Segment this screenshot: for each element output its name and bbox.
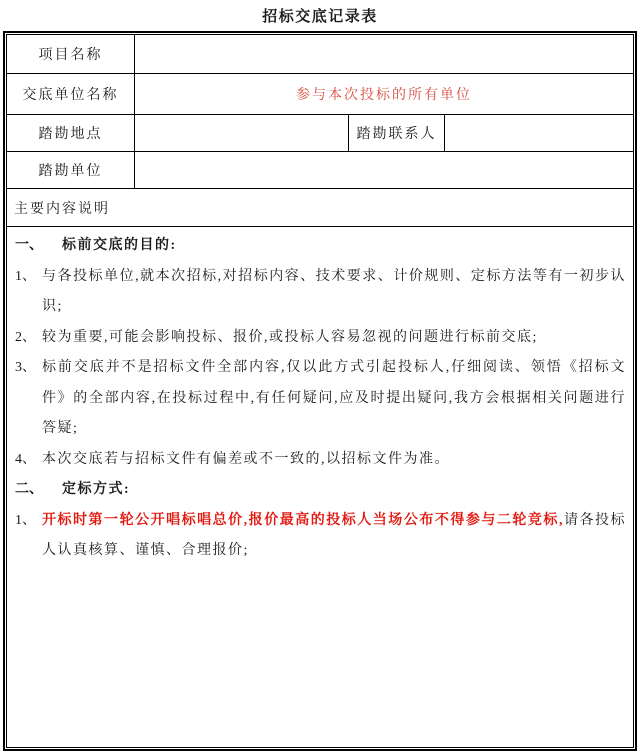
section-number: 二、 bbox=[15, 482, 43, 497]
list-item bbox=[15, 323, 626, 354]
list-item bbox=[15, 262, 626, 323]
project-name-value bbox=[135, 35, 633, 73]
list-item bbox=[15, 445, 626, 476]
survey-unit-value bbox=[135, 152, 633, 188]
survey-site-label: 踏勘地点 bbox=[7, 115, 135, 151]
item-number: 1、 bbox=[15, 268, 36, 284]
disclosure-unit-label: 交底单位名称 bbox=[7, 74, 135, 114]
item-text-normal: 请各投标人认真核算、谨慎、合理报价; bbox=[42, 512, 627, 558]
list-item bbox=[15, 353, 626, 445]
table-row-project-name bbox=[7, 35, 633, 74]
disclosure-unit-value: 参与本次投标的所有单位 bbox=[296, 88, 472, 103]
table-row-disclosure-unit bbox=[7, 74, 633, 115]
item-text: 标前交底并不是招标文件全部内容,仅以此方式引起投标人,仔细阅读、领悟《招标文件》的全部内容,在投标过程中,有任何疑问,应及时提出疑问,我方会根据相关问题进行答疑; bbox=[42, 360, 626, 436]
item-text bbox=[42, 506, 626, 567]
table-row-survey-unit bbox=[7, 152, 633, 189]
item-text: 与各投标单位,就本次招标,对招标内容、技术要求、计价规则、定标方法等有一初步认识; bbox=[42, 268, 626, 314]
section-heading-purpose bbox=[15, 231, 626, 262]
table-row-main-content bbox=[7, 189, 633, 227]
table-row-survey-site bbox=[7, 115, 633, 152]
page-title: 招标交底记录表 bbox=[262, 9, 378, 25]
item-number: 3、 bbox=[15, 360, 36, 375]
section-heading-text: 定标方式: bbox=[62, 482, 131, 497]
record-table-inner bbox=[6, 34, 634, 748]
item-number: 2、 bbox=[15, 329, 36, 345]
main-content-body bbox=[7, 227, 633, 567]
main-content-label: 主要内容说明 bbox=[14, 201, 110, 217]
item-text: 本次交底若与招标文件有偏差或不一致的,以招标文件为准。 bbox=[42, 451, 450, 467]
item-number: 1、 bbox=[15, 512, 36, 528]
survey-contact-label: 踏勘联系人 bbox=[349, 115, 445, 151]
section-heading-award-method bbox=[15, 475, 626, 506]
item-text-red-emphasis: 开标时第一轮公开唱标唱总价,报价最高的投标人当场公布不得参与二轮竞标, bbox=[42, 512, 564, 528]
record-table bbox=[3, 31, 637, 751]
section-heading-text: 标前交底的目的: bbox=[62, 238, 177, 253]
project-name-label: 项目名称 bbox=[7, 35, 135, 73]
survey-contact-value bbox=[445, 115, 633, 151]
survey-unit-label: 踏勘单位 bbox=[7, 152, 135, 188]
survey-site-value bbox=[135, 115, 349, 151]
item-text: 较为重要,可能会影响投标、报价,或投标人容易忽视的问题进行标前交底; bbox=[42, 329, 538, 345]
item-number: 4、 bbox=[15, 451, 36, 467]
section-number: 一、 bbox=[15, 238, 43, 253]
list-item-emphasis bbox=[15, 506, 626, 567]
